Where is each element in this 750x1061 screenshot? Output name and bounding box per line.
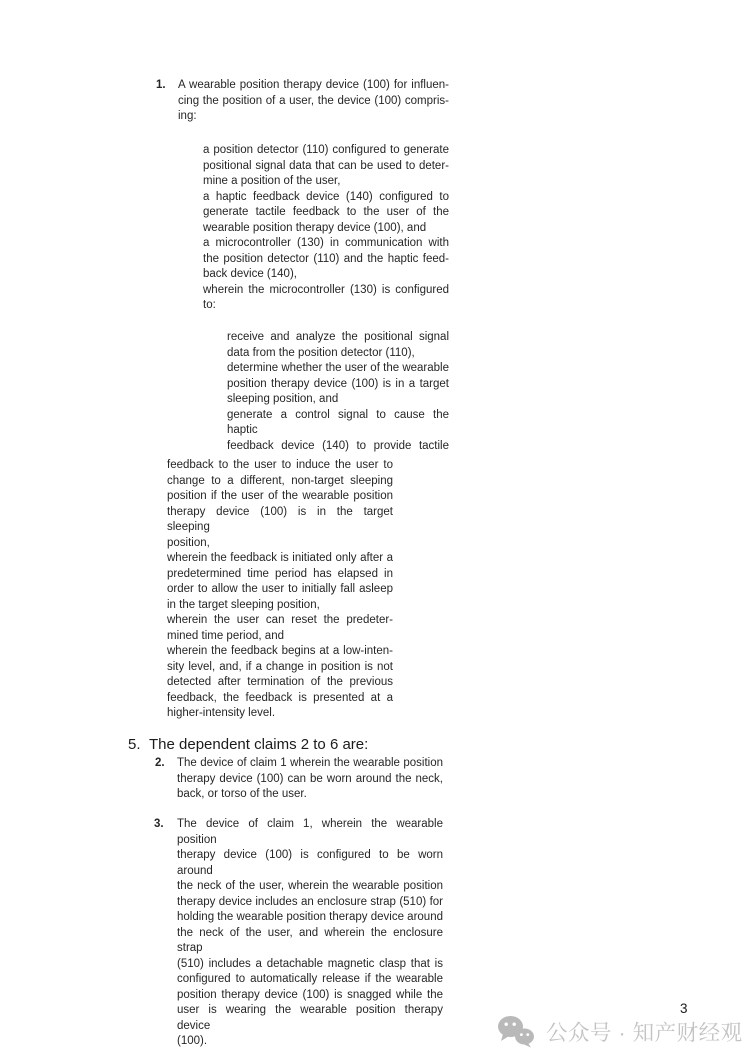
- text-line: ing:: [178, 110, 197, 122]
- watermark: [497, 1011, 743, 1051]
- text-line: detected after termination of the previous: [167, 676, 393, 688]
- claim2-number: 2.: [155, 757, 165, 769]
- heading-text: The dependent claims 2 to 6 are:: [149, 736, 369, 753]
- text-line: (510) includes a detachable magnetic clasp that is: [177, 957, 443, 970]
- text-line: position,: [167, 536, 210, 549]
- text-line: wherein the user can reset the predeter-: [167, 614, 393, 626]
- text-line: position therapy device (100) is in a target: [227, 377, 449, 390]
- text-line: in the target sleeping position,: [167, 598, 320, 611]
- text-line: therapy device (100) is configured to be worn around: [177, 849, 443, 877]
- text-line: wearable position therapy device (100), and: [203, 221, 427, 234]
- watermark-text: 公众号 · 知产财经观: [546, 1020, 743, 1045]
- text-line: the neck of the user, and wherein the enclosure strap: [177, 926, 443, 954]
- text-line: change to a different, non-target sleeping: [167, 474, 393, 487]
- text-line: feedback to the user to induce the user to: [167, 459, 393, 471]
- text-line: mine a position of the user,: [203, 175, 341, 187]
- text-line: wherein the feedback begins at a low-inten-: [167, 645, 393, 657]
- text-line: the position detector (110) and the haptic feed-: [203, 252, 449, 265]
- text-line: therapy device includes an enclosure strap (510) for: [177, 895, 443, 908]
- text-line: generate a control signal to cause the haptic: [227, 408, 449, 436]
- text-line: holding the wearable position therapy device around: [177, 911, 443, 923]
- text-line: user is wearing the wearable position therapy device: [177, 1004, 443, 1032]
- text-line: A wearable position therapy device (100) for influen-: [178, 79, 449, 91]
- text-line: data from the position detector (110),: [227, 346, 415, 359]
- text-line: The device of claim 1, wherein the wearable position: [177, 818, 443, 846]
- text-line: cing the position of a user, the device (100) compris-: [178, 94, 449, 107]
- text-line: sleeping position, and: [227, 393, 339, 405]
- text-line: feedback, the feedback is presented at a: [167, 691, 393, 704]
- text-line: mined time period, and: [167, 629, 284, 642]
- claim3-number: 3.: [154, 818, 164, 830]
- claim3-text: [177, 817, 443, 1050]
- text-line: (100).: [177, 1035, 208, 1047]
- dependent-claims-heading: [128, 735, 368, 754]
- claim1-intro-text: [178, 78, 449, 125]
- page-number: 3: [680, 1001, 688, 1016]
- claim1-number: 1.: [156, 79, 166, 91]
- text-line: the neck of the user, wherein the wearable position: [177, 880, 443, 892]
- wechat-icon: [497, 1015, 535, 1048]
- text-line: therapy device (100) can be worn around the neck,: [177, 772, 443, 785]
- text-line: determine whether the user of the wearable: [227, 362, 449, 374]
- text-line: position if the user of the wearable position: [167, 490, 393, 502]
- claim1-microcontroller-steps-text: [227, 330, 449, 454]
- text-line: higher-intensity level.: [167, 707, 276, 719]
- text-line: a microcontroller (130) in communication with: [203, 237, 449, 249]
- text-line: predetermined time period has elapsed in: [167, 567, 393, 580]
- text-line: The device of claim 1 wherein the wearable position: [177, 757, 443, 769]
- claim2-text: [177, 756, 443, 803]
- text-line: back, or torso of the user.: [177, 788, 307, 800]
- text-line: sity level, and, if a change in position is not: [167, 660, 393, 673]
- text-line: to:: [203, 299, 216, 311]
- text-line: generate tactile feedback to the user of the: [203, 206, 449, 218]
- claim1-subclauses-text: [203, 143, 449, 314]
- text-line: a position detector (110) configured to generate: [203, 144, 449, 156]
- text-line: feedback device (140) to provide tactile: [227, 439, 449, 452]
- text-line: therapy device (100) is in the target sleeping: [167, 505, 393, 533]
- text-line: wherein the microcontroller (130) is configured: [203, 283, 449, 296]
- text-line: back device (140),: [203, 268, 297, 280]
- text-line: receive and analyze the positional signal: [227, 331, 449, 343]
- heading-number: 5.: [128, 736, 141, 753]
- text-line: a haptic feedback device (140) configured to: [203, 190, 449, 203]
- text-line: configured to automatically release if the wearable: [177, 973, 443, 985]
- text-line: position therapy device (100) is snagged while the: [177, 988, 443, 1001]
- text-line: order to allow the user to initially fall asleep: [167, 583, 393, 595]
- text-line: positional signal data that can be used to deter-: [203, 159, 449, 172]
- claim1-continuation-text: [167, 458, 393, 722]
- text-line: wherein the feedback is initiated only after a: [167, 552, 393, 564]
